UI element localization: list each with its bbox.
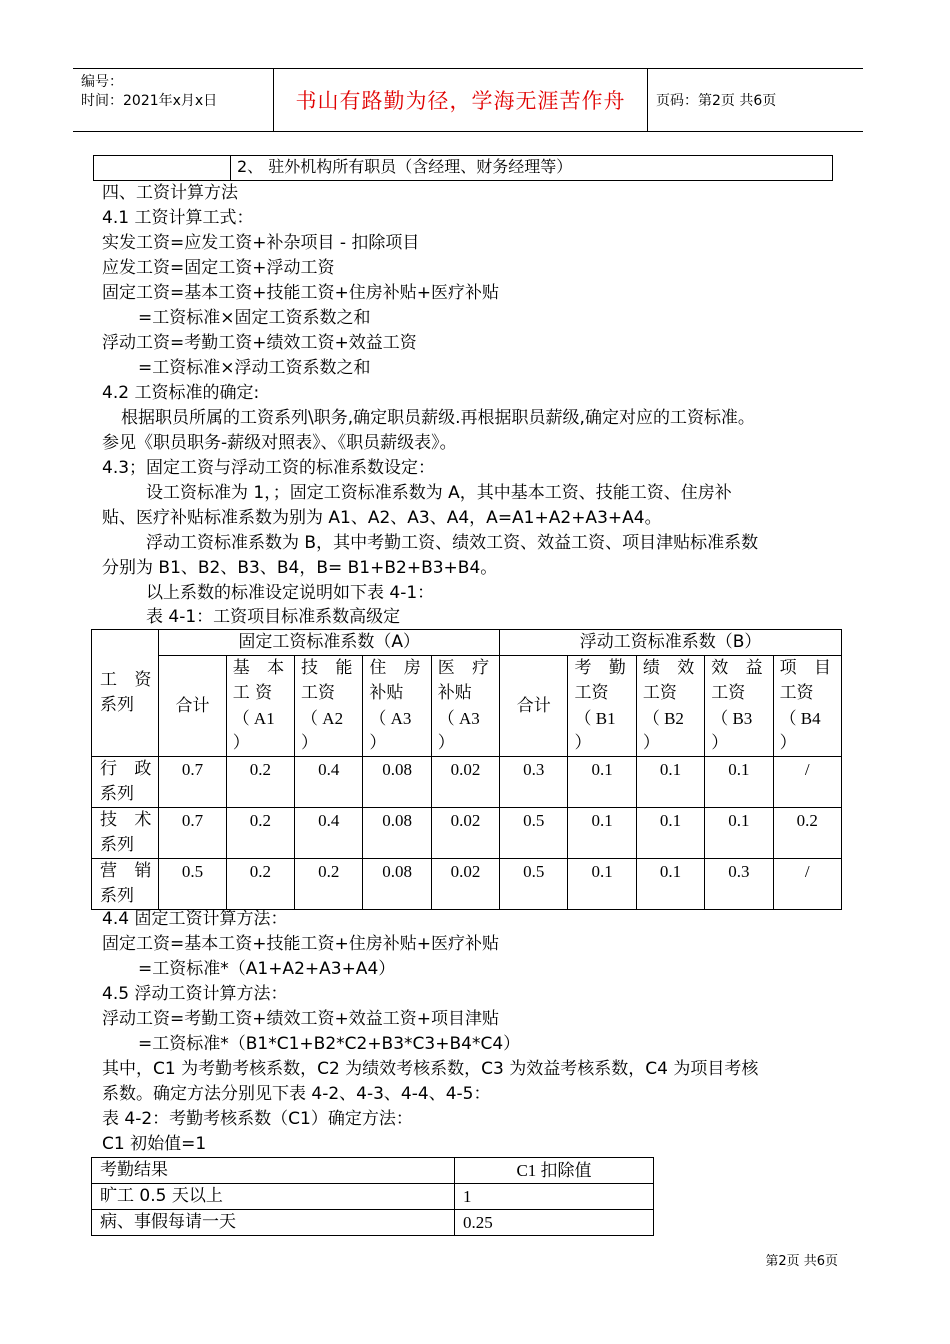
table-row [92,1210,654,1236]
formula-payable: 应发工资=固定工资+浮动工资 [102,258,335,278]
a4-l3: （ A3 [437,709,480,728]
table-cell: 0.7 [159,757,226,808]
b2-l4: ） [642,733,660,753]
table-cell: 0.2 [295,859,363,910]
page-header [73,68,863,132]
page-footer: 第2页 共6页 [765,1254,838,1269]
b1-l1: 考 勤 [574,658,632,678]
para-4-3-d: 分别为 B1、B2、B3、B4，B= B1+B2+B3+B4。 [102,558,498,578]
para-coefficients: 其中，C1 为考勤考核系数，C2 为绩效考核系数，C3 为效益考核系数，C4 为项目考核 [102,1059,759,1079]
table-cell: 病、事假每请一天 [92,1210,455,1236]
number-label: 编号： [81,74,123,90]
b4-l3: （ B4 [779,709,821,728]
group-b-header: 浮动工资标准系数（B） [500,630,842,656]
b-col-header-3 [705,656,773,757]
para-4-3: 4.3；固定工资与浮动工资的标准系数设定： [102,458,436,478]
a3-l2: 补贴 [369,683,404,703]
table-cell: 0.1 [568,808,636,859]
a1-l1: 基 本 [232,658,291,678]
formula-floating-calc-2: =工资标准*（B1*C1+B2*C2+B3*C3+B4*C4） [138,1034,521,1054]
table-cell: 0.1 [705,757,773,808]
table-cell: 0.3 [705,859,773,910]
b1-l4: ） [574,733,592,753]
a4-l1: 医 疗 [437,658,496,678]
b1-l3: （ B1 [574,709,616,728]
table-cell: 0.02 [431,808,499,859]
formula-floating: 浮动工资=考勤工资+绩效工资+效益工资 [102,333,417,353]
col-series-header-1: 工 资 [100,670,158,690]
col-series-header-2: 系列 [100,695,134,715]
a3-l1: 住 房 [369,658,427,678]
para-4-5: 4.5 浮动工资计算方法： [102,984,288,1004]
table-cell: 0.1 [568,757,636,808]
row-series-name-2: 系列 [100,835,134,855]
table-row [92,757,842,808]
a2-l2: 工资 [301,683,336,703]
formula-fixed-calc: 固定工资=基本工资+技能工资+住房补贴+医疗补贴 [102,934,499,954]
a-col-header-3 [363,656,431,757]
para-4-2: 4.2 工资标准的确定: [102,383,260,403]
formula-fixed-calc-2: =工资标准*（A1+A2+A3+A4） [138,959,396,979]
row-series-name-2: 系列 [100,784,134,804]
b2-l3: （ B2 [642,709,684,728]
a2-l3: （ A2 [301,709,344,728]
para-4-2-text: 根据职员所属的工资系列\职务,确定职员薪级.再根据职员薪级,确定对应的工资标准。 [121,408,755,428]
formula-floating-2: =工资标准×浮动工资系数之和 [138,358,371,378]
table-cell: 0.2 [226,808,294,859]
table-cell: 0.08 [363,859,431,910]
formula-fixed: 固定工资=基本工资+技能工资+住房补贴+医疗补贴 [102,283,499,303]
table-4-1 [91,629,842,910]
table-cell: 0.02 [431,757,499,808]
table-cell: 0.5 [500,859,568,910]
para-4-3-c: 浮动工资标准系数为 B，其中考勤工资、绩效工资、效益工资、项目津贴标准系数 [146,533,759,553]
a1-l2: 工 资 [232,683,273,703]
row-series-name [92,859,159,910]
c1-initial: C1 初始值=1 [102,1134,207,1154]
table-4-2 [91,1157,654,1236]
table-cell: / [773,859,841,910]
table-cell: 0.4 [295,757,363,808]
table-cell: 0.2 [226,757,294,808]
a3-l4: ） [369,733,387,753]
table-cell: 0.2 [773,808,841,859]
table-4-1-caption: 表 4-1：工资项目标准系数高级定 [146,607,401,627]
table-cell: 0.5 [159,859,226,910]
table-cell: 0.02 [431,859,499,910]
table-cell: 旷工 0.5 天以上 [92,1184,455,1210]
table-row [92,808,842,859]
table-4-2-header-value: C1 扣除值 [455,1158,654,1184]
table-4-2-caption: 表 4-2：考勤考核系数（C1）确定方法： [102,1109,413,1129]
b3-l4: ） [711,733,729,753]
a4-l4: ） [437,733,455,753]
table-cell: 0.1 [636,757,704,808]
para-4-2-ref: 参见《职员职务-薪级对照表》、《职员薪级表》。 [102,433,457,453]
para-4-3-a: 设工资标准为 1，；固定工资标准系数为 A，其中基本工资、技能工资、住房补 [146,483,732,503]
a-col-header-2 [295,656,363,757]
top-table-empty-cell [94,156,231,181]
b4-l1: 项 目 [779,658,837,678]
para-coefficients-2: 系数。确定方法分别见下表 4-2、4-3、4-4、4-5： [102,1084,491,1104]
a2-l4: ） [301,733,319,753]
a4-l2: 补贴 [437,683,472,703]
table-cell: 0.1 [568,859,636,910]
header-page-label: 页码：第2页 共6页 [656,93,777,109]
table-cell: 0.08 [363,757,431,808]
b-col-header-4 [773,656,841,757]
time-label: 时间：2021年x月x日 [81,93,218,109]
section-title: 四、工资计算方法 [102,183,238,203]
top-table-text: 2、 驻外机构所有职员（含经理、财务经理等） [231,156,833,181]
b-col-header-2 [636,656,704,757]
table-4-2-header-result: 考勤结果 [92,1158,455,1184]
table-cell: 0.5 [500,808,568,859]
header-motto: 书山有路勤为径，学海无涯苦作舟 [274,69,648,131]
table-row [92,859,842,910]
para-4-3-e: 以上系数的标准设定说明如下表 4-1： [146,583,435,603]
table-cell: 0.08 [363,808,431,859]
row-series-name [92,808,159,859]
table-row [92,1184,654,1210]
table-cell: 0.3 [500,757,568,808]
b-total-header: 合计 [500,656,568,757]
b-col-header-1 [568,656,636,757]
row-series-name-1: 营 销 [100,861,158,881]
a-col-header-1 [226,656,294,757]
table-cell: 0.4 [295,808,363,859]
b3-l3: （ B3 [711,709,753,728]
col-series-header [92,630,159,757]
table-cell: 0.7 [159,808,226,859]
header-left [73,69,274,131]
table-cell: 0.1 [636,808,704,859]
row-series-name [92,757,159,808]
table-cell: 0.1 [705,808,773,859]
row-series-name-1: 技 术 [100,810,158,830]
b4-l2: 工资 [779,683,814,703]
table-cell: 0.1 [636,859,704,910]
row-series-name-1: 行 政 [100,759,158,779]
b1-l2: 工资 [574,683,609,703]
top-table [93,155,833,181]
table-cell: 0.25 [455,1210,654,1236]
group-a-header: 固定工资标准系数（A） [159,630,500,656]
formula-fixed-2: =工资标准×固定工资系数之和 [138,308,371,328]
table-cell: / [773,757,841,808]
b2-l2: 工资 [642,683,677,703]
a1-l4: ） [232,733,250,753]
para-4-3-b: 贴、医疗补贴标准系数为别为 A1、A2、A3、A4，A=A1+A2+A3+A4。 [102,508,662,528]
a-col-header-4 [431,656,499,757]
formula-actual: 实发工资=应发工资+补杂项目 - 扣除项目 [102,233,420,253]
table-cell: 1 [455,1184,654,1210]
a1-l3: （ A1 [232,709,275,728]
row-series-name-2: 系列 [100,886,134,906]
b3-l1: 效 益 [711,658,769,678]
b3-l2: 工资 [711,683,746,703]
a3-l3: （ A3 [369,709,412,728]
a2-l1: 技 能 [301,658,359,678]
a-total-header: 合计 [159,656,226,757]
para-4-1: 4.1 工资计算工式： [102,208,254,228]
para-4-4: 4.4 固定工资计算方法： [102,909,288,929]
table-cell: 0.2 [226,859,294,910]
b4-l4: ） [779,733,797,753]
formula-floating-calc: 浮动工资=考勤工资+绩效工资+效益工资+项目津贴 [102,1009,499,1029]
b2-l1: 绩 效 [642,658,701,678]
